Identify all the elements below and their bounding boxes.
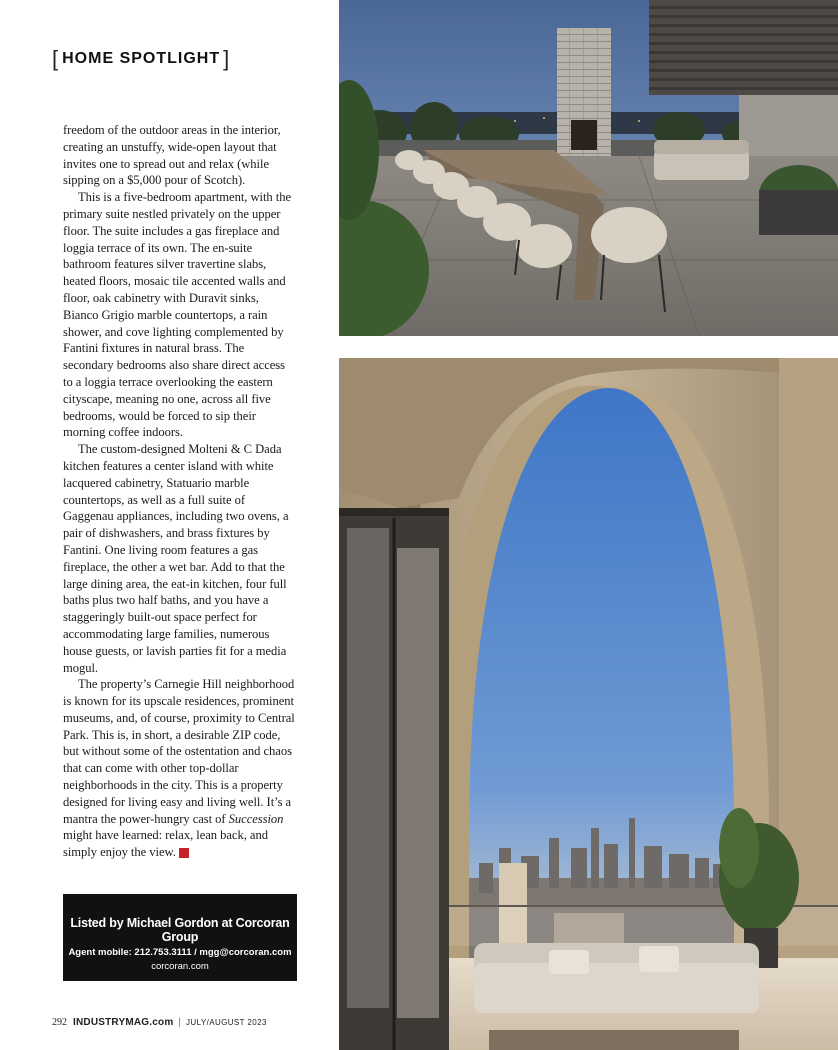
page-number: 292: [52, 1017, 67, 1028]
paragraph-text-before-italic: The property’s Carnegie Hill neighborhood is known for its upscale residences, prominent museums, and, of course, proximity to Central Park. This is, in short, a desirable ZIP code, but without some of the ostentation and chaos that can come with other top-dollar neighborhoods in the city. This is a property designed for living easy and living well. It’s a mantra the power-hungry cast of: [63, 677, 295, 826]
article-paragraph-1: freedom of the outdoor areas in the interior, creating an unstuffy, wide-open layout that invites one to spread out and relax (while sipping on a $5,000 pour of Scotch).: [63, 123, 281, 188]
article-paragraph-4: [63, 676, 297, 861]
show-title-italic: Succession: [228, 811, 284, 826]
footer-site-name: INDUSTRYMAG.com: [73, 1017, 174, 1028]
open-bracket: [: [52, 46, 60, 71]
section-title: HOME SPOTLIGHT: [62, 50, 221, 67]
rooftop-terrace-photo: [339, 0, 838, 336]
listing-info-box: [63, 894, 297, 981]
page-footer: [52, 1017, 267, 1028]
article-paragraph-3: The custom-designed Molteni & C Dada kitchen features a center island with white lacquered cabinetry, Statuario marble countertops, as well as a full suite of Gaggenau appliances, including two ovens, a pair of dishwashers, and brass fixtures by Fantini. One living room features a gas fireplace, the other a wet bar. Add to that the large dining area, the eat-in kitchen, four full baths plus two half baths, and you have a staggeringly built-out space perfect for accommodating large families, numerous house guests, or lavish parties fit for a media mogul.: [63, 442, 289, 675]
loggia-arch-skyline-photo: [339, 358, 838, 1050]
close-bracket: ]: [223, 46, 231, 71]
listing-contact-info: Agent mobile: 212.753.3111 / mgg@corcoran.com: [68, 947, 292, 958]
article-body: [63, 122, 297, 861]
listing-agent-title: Listed by Michael Gordon at Corcoran Group: [70, 916, 290, 944]
paragraph-text-after-italic: might have learned: relax, lean back, and simply enjoy the view.: [63, 828, 268, 860]
section-tag: [52, 48, 230, 70]
footer-separator: |: [178, 1017, 182, 1028]
footer-issue-date: JULY/AUGUST 2023: [186, 1018, 267, 1027]
end-mark-icon: I: [179, 848, 189, 858]
listing-website: corcoran.com: [151, 961, 209, 972]
article-paragraph-2: This is a five-bedroom apartment, with the primary suite nestled privately on the upper floor. The suite includes a gas fireplace and loggia terrace of its own. The en-suite bathroom features silver travertine slabs, heated floors, mosaic tile accented walls and floor, oak cabinetry with Duravit sinks, Bianco Grigio marble countertops, a rain shower, and cove lighting complemented by Fantini fixtures in natural brass. The secondary bedrooms also share direct access to a loggia terrace overlooking the eastern cityscape, meaning no one, across all five bedrooms, would be forced to sip their morning coffee indoors.: [63, 190, 291, 440]
